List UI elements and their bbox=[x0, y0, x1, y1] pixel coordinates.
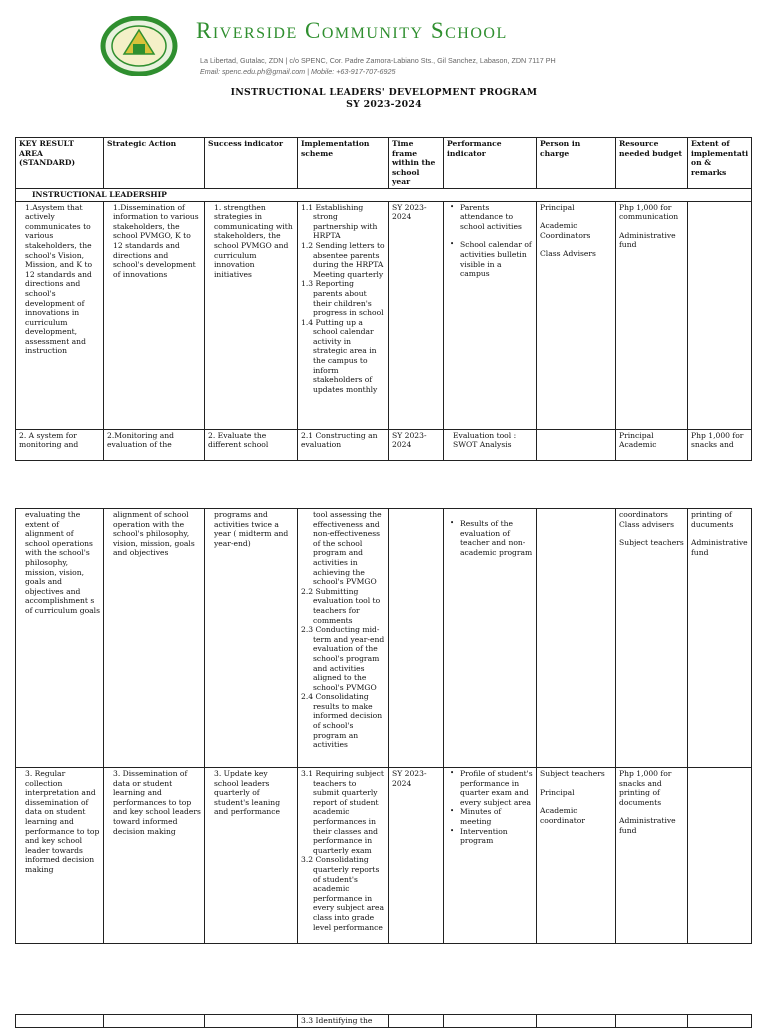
person-in-charge-cell bbox=[616, 509, 688, 768]
remarks-cell bbox=[688, 768, 752, 944]
scheme-item: 1.4 Putting up a school calendar activity in strategic area in the campus to inform stakeholders of updates monthly bbox=[301, 317, 378, 394]
performance-indicator-cell bbox=[444, 1015, 537, 1028]
time-frame-cell: SY 2023-2024 bbox=[389, 201, 444, 429]
school-name: Riverside Community School bbox=[196, 18, 508, 43]
person-in-charge-cell bbox=[537, 509, 616, 768]
person-item: Class Advisers bbox=[540, 249, 596, 259]
column-header: Performance indicator bbox=[444, 138, 537, 189]
resource-item: Administrative fund bbox=[619, 816, 676, 835]
performance-item: • Parents attendance to school activities bbox=[460, 203, 533, 232]
resource-item: printing of ducuments bbox=[691, 510, 734, 529]
person-in-charge-cell: Principal Academic bbox=[616, 429, 688, 460]
performance-indicator-cell: Evaluation tool : SWOT Analysis bbox=[444, 429, 537, 460]
scheme-item: 1.2 Sending letters to absentee parents during the HRPTA Meeting quarterly bbox=[301, 240, 385, 279]
person-in-charge-cell bbox=[537, 1015, 616, 1028]
column-header: Strategic Action bbox=[104, 138, 205, 189]
resource-item: Administrative fund bbox=[619, 230, 676, 250]
document-title: INSTRUCTIONAL LEADERS' DEVELOPMENT PROGRAM bbox=[230, 87, 538, 98]
strategic-action-cell: 1.Dissemination of information to various stakeholders, the school PVMGO, K to 12 standards and directions and school's development of innovations bbox=[104, 201, 205, 429]
performance-item: • School calendar of activities bulletin visible in a campus bbox=[460, 240, 533, 278]
success-indicator-cell: 1. strengthen strategies in communicating with stakeholders, the school PVMGO and curriculum innovation initiatives bbox=[205, 201, 298, 429]
remarks-cell bbox=[688, 1015, 752, 1028]
strategic-action-cell: 3. Dissemination of data or student learning and performances to top and key school leaders toward informed decision making bbox=[104, 768, 205, 944]
time-frame-cell: SY 2023-2024 bbox=[389, 768, 444, 944]
success-indicator-cell bbox=[205, 1015, 298, 1028]
letterhead bbox=[100, 16, 700, 76]
implementation-scheme-cell: 3.3 Identifying the bbox=[298, 1015, 389, 1028]
strategic-action-cell: alignment of school operation with the school's philosophy, vision, mission, goals and objectives bbox=[104, 509, 205, 768]
resource-cell bbox=[616, 1015, 688, 1028]
resource-cell bbox=[616, 768, 688, 944]
strategic-action-cell bbox=[104, 1015, 205, 1028]
table-row bbox=[16, 429, 752, 460]
table-row bbox=[16, 1015, 752, 1028]
kra-cell: evaluating the extent of alignment of school operations with the school's philosophy, mission, vision, goals and objectives and accomplishment s of curriculum goals bbox=[16, 509, 104, 768]
resource-cell bbox=[616, 201, 688, 429]
column-header: Person in charge bbox=[537, 138, 616, 189]
person-item: Academic coordinator bbox=[540, 806, 585, 825]
person-in-charge-cell bbox=[537, 201, 616, 429]
performance-item: • Profile of student's performance in quarter exam and every subject area bbox=[460, 769, 533, 807]
scheme-item: tool assessing the effectiveness and non-effectiveness of the school program and activities in achieving the school's PVMGO bbox=[313, 510, 382, 587]
implementation-scheme-cell bbox=[298, 201, 389, 429]
scheme-item: 1.3 Reporting parents about their children's progress in school bbox=[301, 279, 384, 318]
person-item: Class advisers bbox=[619, 519, 674, 529]
scheme-item: 3.1 Requiring subject teachers to submit quarterly report of student academic performances in their classes and performance in quarterly exam bbox=[301, 769, 384, 855]
success-indicator-cell: 3. Update key school leaders quarterly of student's leaning and performance bbox=[205, 768, 298, 944]
person-item: Subject teachers bbox=[540, 769, 605, 778]
performance-item: • Results of the evaluation of teacher and non-academic program bbox=[460, 519, 533, 557]
section-row bbox=[16, 188, 752, 201]
performance-indicator-cell bbox=[444, 201, 537, 429]
school-seal-logo bbox=[100, 16, 178, 76]
time-frame-cell bbox=[389, 1015, 444, 1028]
scheme-item: 1.1 Establishing strong partnership with HRPTA bbox=[301, 202, 378, 241]
resource-item: Administrative fund bbox=[691, 538, 748, 557]
table-row bbox=[16, 768, 752, 944]
success-indicator-cell: 2. Evaluate the different school bbox=[205, 429, 298, 460]
remarks-cell bbox=[688, 201, 752, 429]
scheme-item: 3.2 Consolidating quarterly reports of student's academic performance in every subject area class into grade level performance bbox=[301, 855, 385, 932]
column-header: Time frame within the school year bbox=[389, 138, 444, 189]
scheme-item: 2.4 Consolidating results to make informed decision of school's program an activities bbox=[301, 692, 383, 750]
implementation-scheme-cell bbox=[298, 509, 389, 768]
resource-cell: Php 1,000 for snacks and bbox=[688, 429, 752, 460]
resource-item: Php 1,000 for communication bbox=[619, 202, 679, 222]
performance-item: • Intervention program bbox=[460, 827, 533, 846]
program-table-page-2 bbox=[15, 508, 752, 944]
resource-cell bbox=[688, 509, 752, 768]
person-in-charge-cell bbox=[537, 768, 616, 944]
table-header-row bbox=[16, 138, 752, 189]
document-subtitle: SY 2023-2024 bbox=[346, 99, 422, 110]
performance-indicator-cell bbox=[444, 768, 537, 944]
program-table-page-1 bbox=[15, 137, 752, 461]
success-indicator-cell: programs and activities twice a year ( midterm and year-end) bbox=[205, 509, 298, 768]
performance-item: • Minutes of meeting bbox=[460, 807, 533, 826]
column-header: KEY RESULT AREA (STANDARD) bbox=[16, 138, 104, 189]
program-table-page-3 bbox=[15, 1014, 752, 1028]
strategic-action-cell: 2.Monitoring and evaluation of the bbox=[104, 429, 205, 460]
column-header: Success indicator bbox=[205, 138, 298, 189]
person-item: Principal bbox=[540, 787, 575, 797]
person-item: Principal bbox=[540, 202, 575, 212]
performance-indicator-cell bbox=[444, 509, 537, 768]
school-address: La Libertad, Gutalac, ZDN | c/o SPENC, Cor. Padre Zamora-Labiano Sts., Gil Sanchez, Labason, ZDN 7117 PH bbox=[200, 56, 556, 65]
school-contact: Email: spenc.edu.ph@gmail.com | Mobile: +63-917-707-6925 bbox=[200, 67, 396, 76]
section-title: INSTRUCTIONAL LEADERSHIP bbox=[16, 188, 752, 201]
kra-cell: 3. Regular collection interpretation and dissemination of data on student learning and performance to top and key school leader towards informed decision making bbox=[16, 768, 104, 944]
column-header: Resource needed budget bbox=[616, 138, 688, 189]
scheme-item: 2.2 Submitting evaluation tool to teachers for comments bbox=[301, 586, 381, 625]
implementation-scheme-cell bbox=[298, 768, 389, 944]
person-in-charge-cell bbox=[537, 429, 616, 460]
person-item: Academic Coordinators bbox=[540, 221, 591, 240]
column-header: Implementation scheme bbox=[298, 138, 389, 189]
column-header: Extent of implementati on & remarks bbox=[688, 138, 752, 189]
scheme-item: 2.3 Conducting mid-term and year-end evaluation of the school's program and activities aligned to the school's PVMGO bbox=[301, 625, 385, 692]
time-frame-cell: SY 2023-2024 bbox=[389, 429, 444, 460]
implementation-scheme-cell: 2.1 Constructing an evaluation bbox=[298, 429, 389, 460]
table-row bbox=[16, 201, 752, 429]
kra-cell bbox=[16, 1015, 104, 1028]
time-frame-cell bbox=[389, 509, 444, 768]
person-item: coordinators bbox=[619, 510, 668, 519]
kra-cell: 2. A system for monitoring and bbox=[16, 429, 104, 460]
kra-cell: 1.Asystem that actively communicates to various stakeholders, the school's Vision, Mission, and K to 12 standards and directions and school's development of innovations in curriculum development, assessment and instruction bbox=[16, 201, 104, 429]
resource-item: Php 1,000 for snacks and printing of documents bbox=[619, 769, 672, 807]
table-row bbox=[16, 509, 752, 768]
person-item: Subject teachers bbox=[619, 538, 684, 548]
